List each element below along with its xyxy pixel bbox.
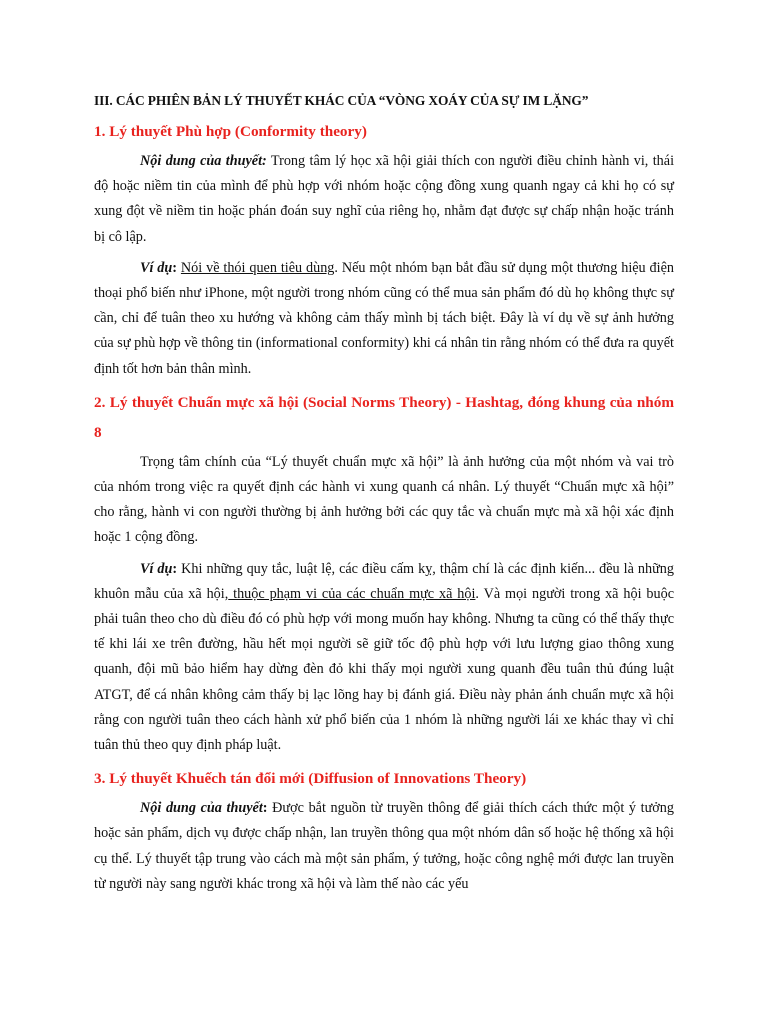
content-label: Nội dung của thuyết: (140, 153, 267, 169)
content-label: Nội dung của thuyết (140, 800, 263, 817)
example-colon: : (172, 560, 182, 577)
underlined-text: Nói về thói quen tiêu dùng (180, 259, 335, 276)
example-label: Ví dụ (140, 259, 173, 276)
underlined-text: thuộc phạm vi của các chuẩn mực xã hội (228, 585, 476, 602)
content-colon: : (262, 800, 273, 817)
paragraph-text: . Nếu một nhóm bạn bắt đầu sử dụng một thương hiệu điện thoại phổ biến như iPhone, một người trong nhóm cũng có thể mua sản phẩm đó dù họ không thực sự cần, chỉ để tuân theo xu hướng và không cảm thấy mình bị tách biệt. Đây là ví dụ về sự ảnh hưởng của sự phù hợp về thông tin (informational conformity) khi cá nhân tin rằng nhóm có thể đưa ra quyết định tốt hơn bản thân mình. (94, 259, 674, 377)
section-2-paragraph-2 (94, 557, 674, 759)
section-2-paragraph-1: Trọng tâm chính của “Lý thuyết chuẩn mực xã hội” là ảnh hưởng của một nhóm và vai trò của nhóm trong việc ra quyết định các hành vi xung quanh cá nhân. Lý thuyết “Chuẩn mực xã hội” cho rằng, hành vi con người thường bị ảnh hưởng bởi các quy tắc và chuẩn mực mà xã hội xác định hoặc 1 cộng đồng. (94, 453, 674, 546)
paragraph-text: . Và mọi người trong xã hội buộc phải tuân theo cho dù điều đó có phù hợp với mong muốn hay không. Nhưng ta cũng có thể thấy thực tế khi lái xe trên đường, hầu hết mọi người sẽ giữ tốc độ phù hợp với lưu lượng giao thông xung quanh, đội mũ bảo hiểm hay dừng đèn đỏ khi thấy mọi người xung quanh đều tuân thủ đúng luật ATGT, để cá nhân không cảm thấy bị lạc lõng hay bị đánh giá. Điều này phản ánh chuẩn mực xã hội rằng con người tuân theo cách hành xử phổ biến của 1 nhóm là những người lái xe khác thay vì chỉ tuân thủ theo quy định pháp luật. (94, 585, 674, 754)
example-colon: : (172, 259, 181, 276)
section-2-heading: 2. Lý thuyết Chuẩn mực xã hội (Social Norms Theory) - Hashtag, đóng khung của nhóm 8 (94, 393, 674, 441)
section-1-paragraph-2 (94, 256, 674, 382)
paragraph-text: Khi những quy tắc, luật lệ, các điều cấm kỵ, thậm chí là các định kiến... đều là những khuôn mẫu của xã hội, (94, 560, 674, 602)
document-page (94, 88, 674, 903)
section-3-paragraph-1 (94, 796, 674, 897)
main-heading: III. CÁC PHIÊN BẢN LÝ THUYẾT KHÁC CỦA “VÒNG XOÁY CỦA SỰ IM LẶNG” (94, 93, 589, 108)
section-1-paragraph-1 (94, 149, 674, 250)
section-3-heading: 3. Lý thuyết Khuếch tán đổi mới (Diffusion of Innovations Theory) (94, 770, 527, 788)
paragraph-text: Được bắt nguồn từ truyền thông để giải thích cách thức một ý tưởng hoặc sản phẩm, dịch vụ được chấp nhận, lan truyền thông qua một nhóm dân số hoặc hệ thống xã hội cụ thể. Lý thuyết tập trung vào cách mà một sản phẩm, ý tưởng, hoặc công nghệ mới được lan truyền từ người này sang người khác trong xã hội và làm thế nào các yếu (94, 800, 674, 892)
section-1-heading: 1. Lý thuyết Phù hợp (Conformity theory) (94, 123, 367, 140)
example-label: Ví dụ (140, 560, 173, 577)
paragraph-text: Trong tâm lý học xã hội giải thích con người điều chỉnh hành vi, thái độ hoặc niềm tin của mình để phù hợp với nhóm hoặc cộng đồng xung quanh ngay cả khi họ có sự xung đột về niềm tin hoặc phán đoán suy nghĩ của riêng họ, nhằm đạt được sự chấp nhận hoặc tránh bị cô lập. (94, 153, 675, 245)
